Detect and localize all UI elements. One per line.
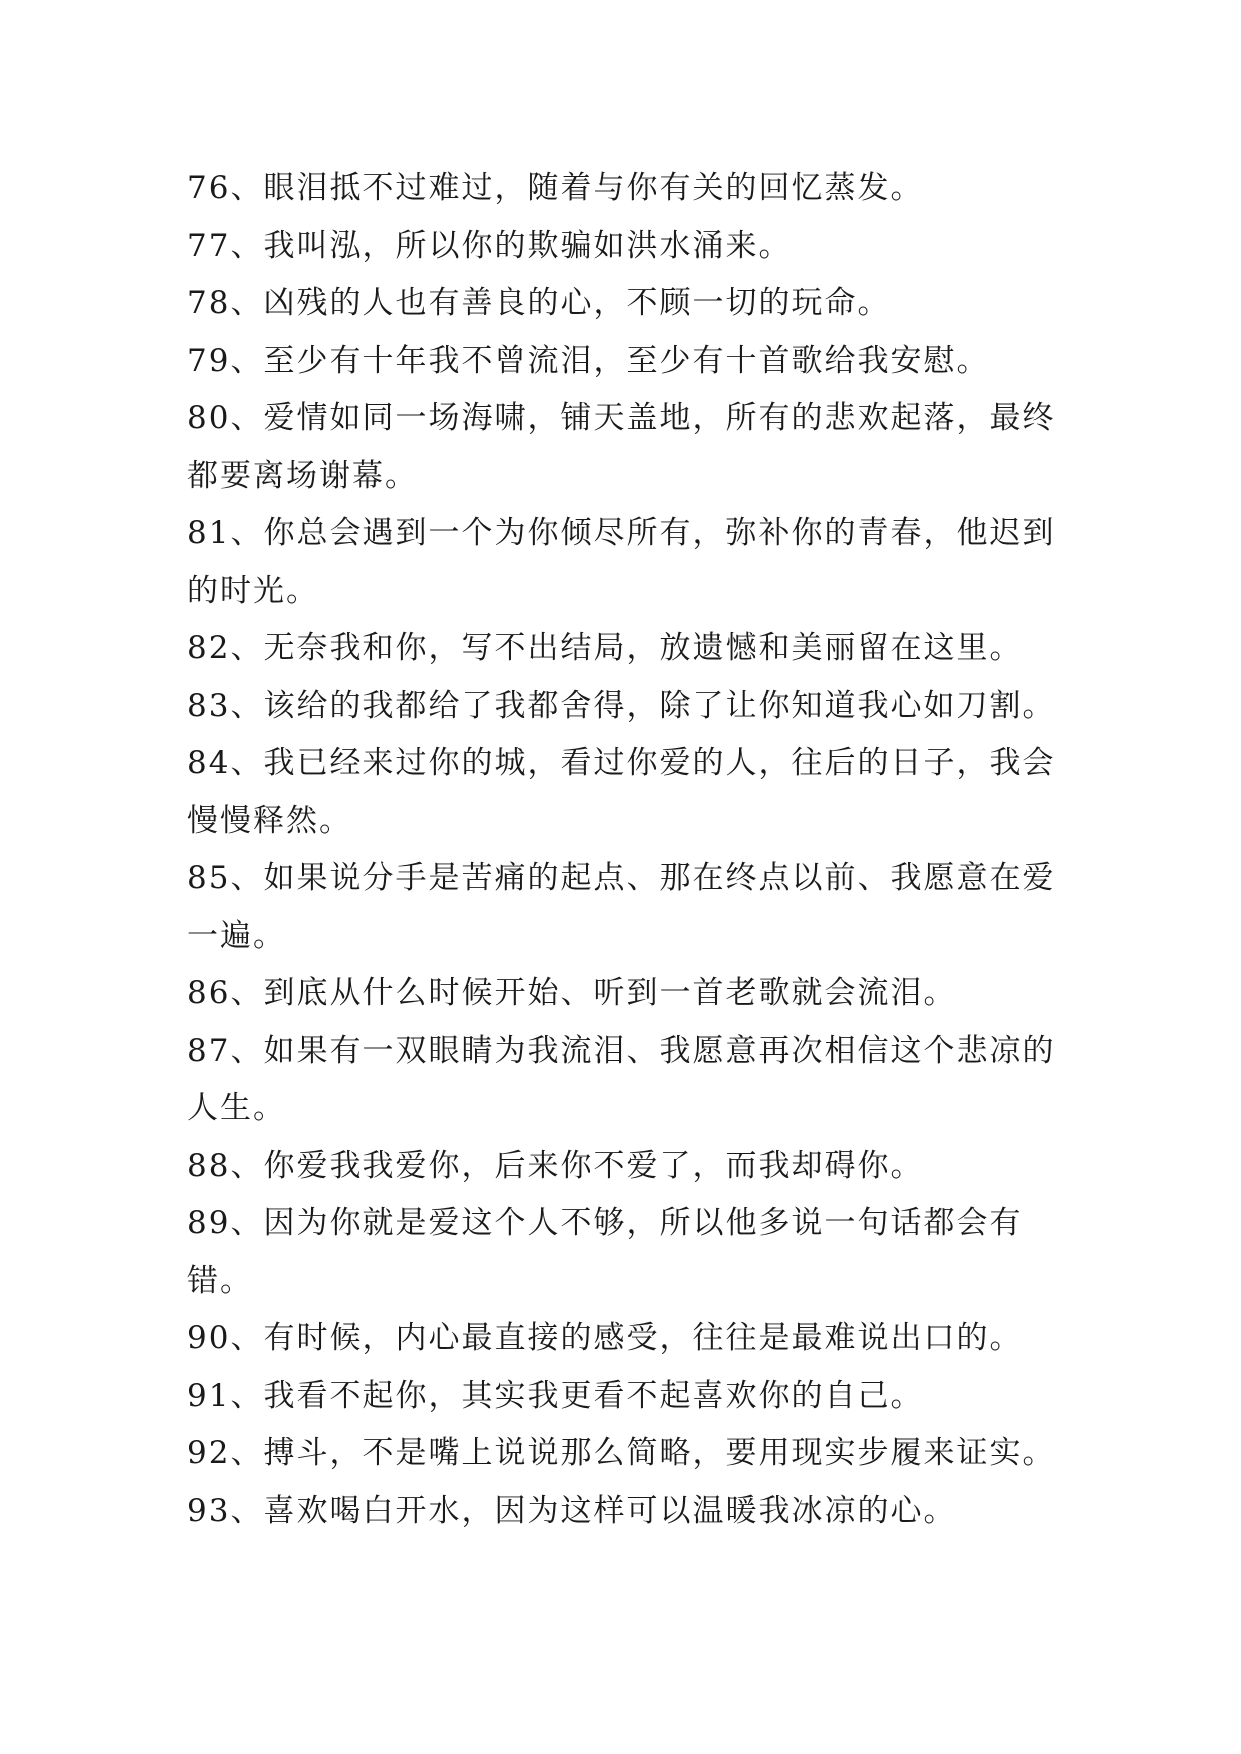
entry-78: 78、凶残的人也有善良的心，不顾一切的玩命。 <box>187 285 891 321</box>
entry-84: 84、我已经来过你的城，看过你爱的人，往后的日子，我会慢慢释然。 <box>187 745 1056 839</box>
entry-88: 88、你爱我我爱你，后来你不爱了，而我却碍你。 <box>187 1147 924 1184</box>
entry-81: 81、你总会遇到一个为你倾尽所有，弥补你的青春，他迟到的时光。 <box>187 515 1056 609</box>
entry-93: 93、喜欢喝白开水，因为这样可以温暖我冰凉的心。 <box>187 1492 957 1529</box>
entry-89: 89、因为你就是爱这个人不够，所以他多说一句话都会有错。 <box>187 1205 1023 1299</box>
entry-87: 87、如果有一双眼睛为我流泪、我愿意再次相信这个悲凉的人生。 <box>187 1032 1056 1126</box>
entry-79: 79、至少有十年我不曾流泪，至少有十首歌给我安慰。 <box>187 342 990 379</box>
entry-80: 80、爱情如同一场海啸，铺天盖地，所有的悲欢起落，最终都要离场谢幕。 <box>187 400 1056 494</box>
entry-76: 76、眼泪抵不过难过，随着与你有关的回忆蒸发。 <box>187 170 924 206</box>
entry-77: 77、我叫泓，所以你的欺骗如洪水涌来。 <box>187 227 792 264</box>
entry-82: 82、无奈我和你，写不出结局，放遗憾和美丽留在这里。 <box>187 630 1023 666</box>
entry-85: 85、如果说分手是苦痛的起点、那在终点以前、我愿意在爱一遍。 <box>187 860 1056 954</box>
entry-86: 86、到底从什么时候开始、听到一首老歌就会流泪。 <box>187 975 957 1011</box>
document-body <box>187 160 1087 1540</box>
entry-92: 92、搏斗，不是嘴上说说那么简略，要用现实步履来证实。 <box>187 1435 1056 1471</box>
entry-91: 91、我看不起你，其实我更看不起喜欢你的自己。 <box>187 1377 924 1414</box>
entry-90: 90、有时候，内心最直接的感受，往往是最难说出口的。 <box>187 1320 1023 1356</box>
entry-83: 83、该给的我都给了我都舍得，除了让你知道我心如刀割。 <box>187 687 1056 724</box>
